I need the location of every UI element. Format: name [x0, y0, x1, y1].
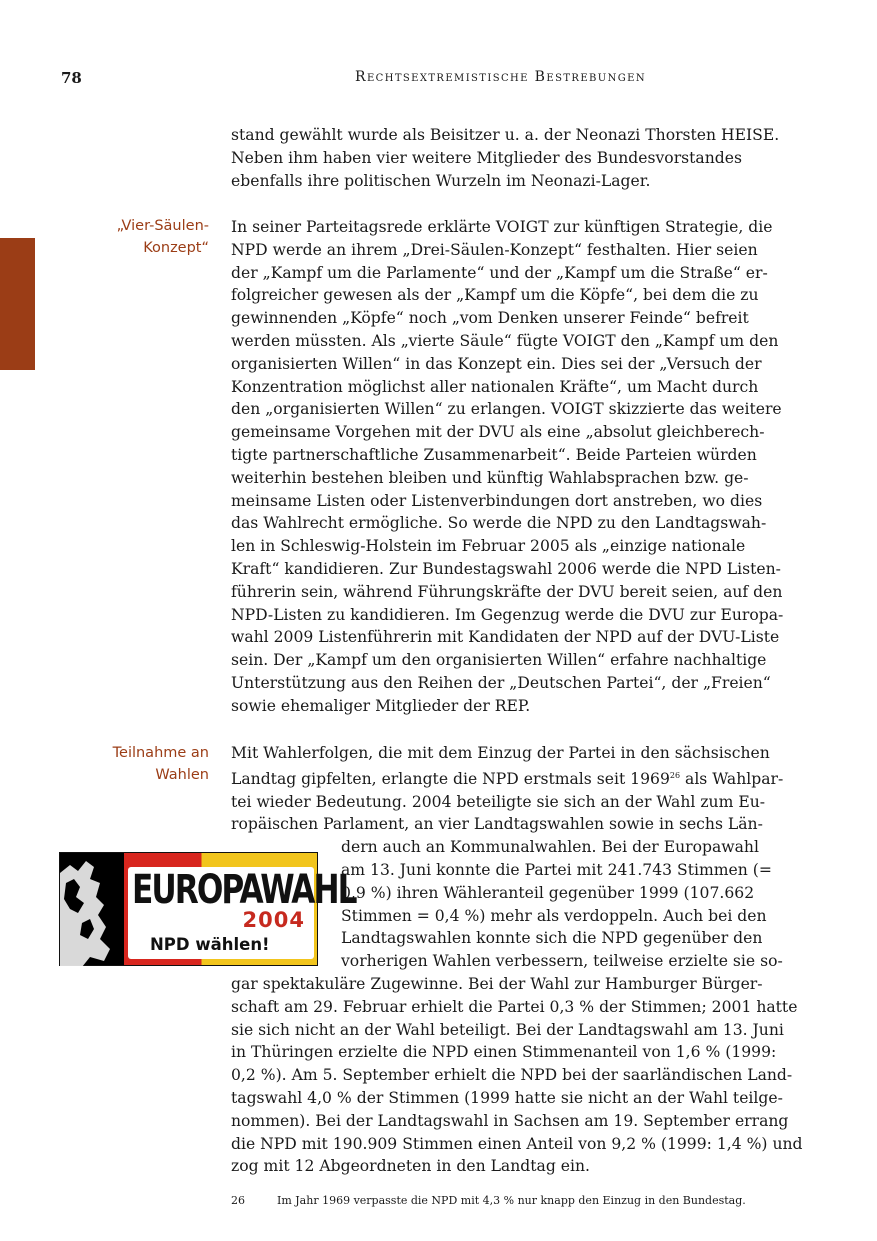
text-line: sein. Der „Kampf um den organisierten Willen“ erfahre nachhaltige [231, 651, 767, 670]
margin-note-line: Wahlen [155, 767, 209, 783]
text-line: Konzentration möglichst aller nationalen Kräfte“, um Macht durch [231, 377, 759, 396]
text-line: zog mit 12 Abgeordneten in den Landtag ein. [231, 1157, 590, 1176]
text-line: folgreicher gewesen als der „Kampf um die Köpfe“, bei dem die zu [231, 286, 759, 305]
margin-note-line: Konzept“ [143, 240, 209, 256]
text-line: wahl 2009 Listenführerin mit Kandidaten der NPD auf der DVU-Liste [231, 628, 780, 647]
text-line: organisierten Willen“ in das Konzept ein. Dies sei der „Versuch der [231, 354, 762, 373]
margin-note-elections [79, 742, 209, 786]
text-line: in Thüringen erzielte die NPD einen Stimmenanteil von 1,6 % (1999: [231, 1043, 777, 1062]
text-line: vorherigen Wahlen verbessern, teilweise erzielte sie so- [341, 952, 783, 971]
text-line: nommen). Bei der Landtagswahl in Sachsen am 19. September errang [231, 1111, 789, 1130]
europawahl-poster-image [59, 852, 356, 966]
text-line: tagswahl 4,0 % der Stimmen (1999 hatte sie nicht an der Wahl teilge- [231, 1088, 783, 1107]
text-line: schaft am 29. Februar erhielt die Partei 0,3 % der Stimmen; 2001 hatte [231, 997, 798, 1016]
text-line: dern auch an Kommunalwahlen. Bei der Europawahl [341, 838, 759, 857]
text-line: sowie ehemaliger Mitglieder der REP. [231, 696, 531, 715]
poster-title: EUROPAWAHL [132, 867, 356, 913]
page-number: 78 [61, 69, 82, 87]
footnote-number: 26 [231, 1194, 245, 1207]
text-line: tei wieder Bedeutung. 2004 beteiligte sie sich an der Wahl zum Eu- [231, 792, 766, 811]
text-line: Neben ihm haben vier weitere Mitglieder des Bundesvorstandes [231, 148, 742, 167]
text-line: die NPD mit 190.909 Stimmen einen Anteil von 9,2 % (1999: 1,4 %) und [231, 1134, 803, 1153]
running-head: Rechtsextremistische Bestrebungen [355, 69, 646, 85]
text-line: sie sich nicht an der Wahl beteiligt. Bei der Landtagswahl am 13. Juni [231, 1020, 784, 1039]
text-line: der „Kampf um die Parlamente“ und der „Kampf um die Straße“ er- [231, 263, 768, 282]
chapter-tab-marker [0, 238, 35, 370]
text-line: NPD-Listen zu kandidieren. Im Gegenzug werde die DVU zur Europa- [231, 605, 784, 624]
text-line: meinsame Listen oder Listenverbindungen dort anstreben, wo dies [231, 491, 763, 510]
footnote-text: Im Jahr 1969 verpasste die NPD mit 4,3 % nur knapp den Einzug in den Bundestag. [277, 1194, 746, 1207]
margin-note-line: „Vier-Säulen- [116, 218, 209, 234]
text-line: len in Schleswig-Holstein im Februar 2005 als „einzige nationale [231, 537, 746, 556]
text-line: Stimmen = 0,4 %) mehr als verdoppeln. Auch bei den [341, 906, 767, 925]
text-line: 0,2 %). Am 5. September erhielt die NPD bei der saarländischen Land- [231, 1066, 793, 1085]
paragraph-2 [231, 216, 787, 718]
text-line: In seiner Parteitagsrede erklärte VOIGT zur künftigen Strategie, die [231, 218, 773, 236]
text-line: Unterstützung aus den Reihen der „Deutschen Partei“, der „Freien“ [231, 673, 771, 692]
text-line: den „organisierten Willen“ zu erlangen. VOIGT skizzierte das weitere [231, 400, 782, 419]
text-line: werden müssten. Als „vierte Säule“ fügte VOIGT den „Kampf um den [231, 331, 779, 350]
text-line: am 13. Juni konnte die Partei mit 241.743 Stimmen (= [341, 860, 772, 879]
text-line: weiterhin bestehen bleiben und künftig Wahlabsprachen bzw. ge- [231, 468, 749, 487]
text-line: 0,9 %) ihren Wähleranteil gegenüber 1999 (107.662 [341, 883, 755, 902]
text-fragment: als Wahlpar- [680, 769, 784, 788]
text-line: ropäischen Parlament, an vier Landtagswahlen sowie in sechs Län- [231, 815, 763, 834]
text-line: gewinnenden „Köpfe“ noch „vom Denken unserer Feinde“ befreit [231, 309, 749, 328]
footnote [231, 1194, 746, 1207]
text-line: führerin sein, während Führungskräfte der DVU bereit seien, auf den [231, 582, 783, 601]
text-line: ebenfalls ihre politischen Wurzeln im Neonazi-Lager. [231, 171, 651, 190]
text-line [231, 765, 787, 791]
text-line: das Wahlrecht ermögliche. So werde die NPD zu den Landtagswah- [231, 514, 767, 533]
text-line: gemeinsame Vorgehen mit der DVU als eine „absolut gleichberech- [231, 423, 765, 442]
text-line: Mit Wahlerfolgen, die mit dem Einzug der Partei in den sächsischen [231, 744, 770, 762]
text-fragment: Landtag gipfelten, erlangte die NPD erstmals seit 1969 [231, 769, 670, 788]
text-line: Landtagswahlen konnte sich die NPD gegenüber den [341, 929, 763, 948]
text-line: stand gewählt wurde als Beisitzer u. a. der Neonazi Thorsten HEISE. [231, 126, 780, 144]
text-line: gar spektakuläre Zugewinne. Bei der Wahl zur Hamburger Bürger- [231, 974, 763, 993]
paragraph-1 [231, 124, 787, 192]
poster-slogan: NPD wählen! [150, 935, 270, 954]
footnote-reference: 26 [669, 770, 681, 780]
margin-note-line: Teilnahme an [112, 745, 209, 761]
text-line: NPD werde an ihrem „Drei-Säulen-Konzept“ festhalten. Hier seien [231, 240, 758, 259]
margin-note-concept [79, 215, 209, 259]
poster-year: 2004 [242, 908, 305, 932]
text-line: tigte partnerschaftliche Zusammenarbeit“. Beide Parteien würden [231, 445, 757, 464]
text-line: Kraft“ kandidieren. Zur Bundestagswahl 2006 werde die NPD Listen- [231, 559, 781, 578]
